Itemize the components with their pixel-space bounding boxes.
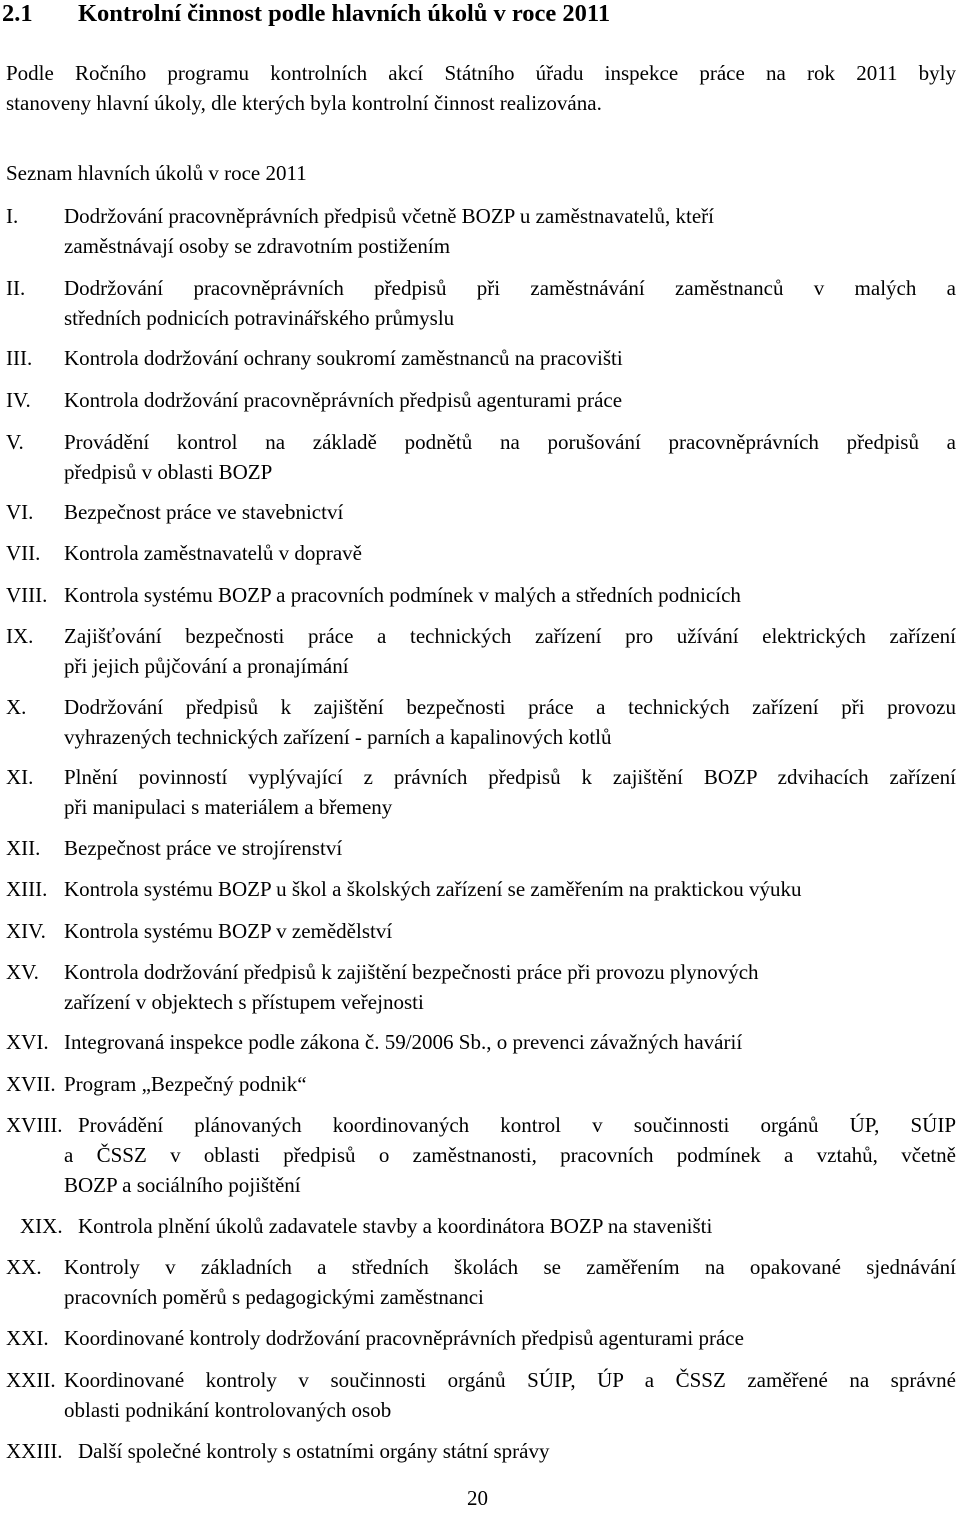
task-text: pracovních poměrů s pedagogickými zaměstnanci (64, 1285, 484, 1309)
task-number: VI. (6, 500, 34, 524)
task-text: Provádění kontrol na základě podnětů na porušování pracovněprávních předpisů a (64, 430, 956, 454)
task-text: BOZP a sociálního pojištění (64, 1173, 301, 1197)
task-number: XVI. (6, 1030, 49, 1054)
task-number: V. (6, 430, 24, 454)
task-text: Kontrola dodržování předpisů k zajištění bezpečnosti práce při provozu plynových (64, 960, 759, 984)
task-number: VIII. (6, 583, 48, 607)
task-text: Bezpečnost práce ve strojírenství (64, 836, 343, 860)
task-text: Integrovaná inspekce podle zákona č. 59/2006 Sb., o prevenci závažných havárií (64, 1030, 743, 1054)
task-number: XVIII. (6, 1113, 63, 1137)
section-title: Kontrolní činnost podle hlavních úkolů v roce 2011 (78, 0, 611, 27)
task-text: oblasti podnikání kontrolovaných osob (64, 1398, 392, 1422)
task-text: Program „Bezpečný podnik“ (64, 1072, 307, 1096)
task-number: XX. (6, 1255, 42, 1279)
task-text: zaměstnávají osoby se zdravotním postižením (64, 234, 451, 258)
task-text: Koordinované kontroly v součinnosti orgánů SÚIP, ÚP a ČSSZ zaměřené na správné (64, 1368, 956, 1392)
task-number: XIX. (20, 1214, 63, 1238)
task-number: I. (6, 204, 19, 228)
task-number: IV. (6, 388, 31, 412)
task-number: X. (6, 695, 27, 719)
task-text: Kontrola dodržování pracovněprávních předpisů agenturami práce (64, 388, 623, 412)
task-text: Kontrola plnění úkolů zadavatele stavby a koordinátora BOZP na staveništi (78, 1214, 713, 1238)
task-text: Kontrola systému BOZP a pracovních podmínek v malých a středních podnicích (64, 583, 741, 607)
task-number: XXII. (6, 1368, 56, 1392)
task-number: XII. (6, 836, 41, 860)
page-number: 20 (467, 1486, 488, 1510)
task-text: Koordinované kontroly dodržování pracovněprávních předpisů agenturami práce (64, 1326, 744, 1350)
task-text: Provádění plánovaných koordinovaných kontrol v součinnosti orgánů ÚP, SÚIP (78, 1113, 956, 1137)
task-text: Plnění povinností vyplývající z právních předpisů k zajištění BOZP zdvihacích zařízení (64, 765, 956, 789)
task-text: středních podnicích potravinářského průmyslu (64, 306, 455, 330)
task-text: Bezpečnost práce ve stavebnictví (64, 500, 344, 524)
task-text: předpisů v oblasti BOZP (64, 460, 273, 484)
section-number: 2.1 (2, 0, 33, 27)
task-text: vyhrazených technických zařízení - parních a kapalinových kotlů (64, 725, 612, 749)
task-text: Kontrola dodržování ochrany soukromí zaměstnanců na pracovišti (64, 346, 623, 370)
task-number: III. (6, 346, 33, 370)
task-number: XIII. (6, 877, 48, 901)
task-text: Dodržování pracovněprávních předpisů při zaměstnávání zaměstnanců v malých a (64, 276, 956, 300)
task-text: Kontrola systému BOZP v zemědělství (64, 919, 393, 943)
task-text: Další společné kontroly s ostatními orgány státní správy (78, 1439, 550, 1463)
task-text: Zajišťování bezpečnosti práce a technických zařízení pro užívání elektrických zařízení (64, 624, 956, 648)
task-number: XI. (6, 765, 34, 789)
task-number: XXI. (6, 1326, 49, 1350)
list-title: Seznam hlavních úkolů v roce 2011 (6, 161, 307, 185)
intro-paragraph (6, 58, 956, 118)
task-text: Kontroly v základních a středních školách se zaměřením na opakované sjednávání (64, 1255, 956, 1279)
task-text: Dodržování předpisů k zajištění bezpečnosti práce a technických zařízení při provozu (64, 695, 956, 719)
intro-line: Podle Ročního programu kontrolních akcí Státního úřadu inspekce práce na rok 2011 byly (6, 61, 956, 85)
task-text: a ČSSZ v oblasti předpisů o zaměstnanosti, pracovních podmínek a vztahů, včetně (64, 1143, 956, 1167)
task-text: Dodržování pracovněprávních předpisů včetně BOZP u zaměstnavatelů, kteří (64, 204, 714, 228)
task-number: XVII. (6, 1072, 56, 1096)
task-number: VII. (6, 541, 41, 565)
task-number: XXIII. (6, 1439, 63, 1463)
task-text: při jejich půjčování a pronajímání (64, 654, 349, 678)
task-text: zařízení v objektech s přístupem veřejnosti (64, 990, 424, 1014)
task-text: Kontrola systému BOZP u škol a školských zařízení se zaměřením na praktickou výuku (64, 877, 802, 901)
intro-line: stanoveny hlavní úkoly, dle kterých byla kontrolní činnost realizována. (6, 91, 602, 115)
task-text: při manipulaci s materiálem a břemeny (64, 795, 393, 819)
task-number: XIV. (6, 919, 46, 943)
section-heading (2, 0, 610, 30)
task-number: II. (6, 276, 26, 300)
task-number: IX. (6, 624, 34, 648)
task-number: XV. (6, 960, 39, 984)
task-text: Kontrola zaměstnavatelů v dopravě (64, 541, 362, 565)
